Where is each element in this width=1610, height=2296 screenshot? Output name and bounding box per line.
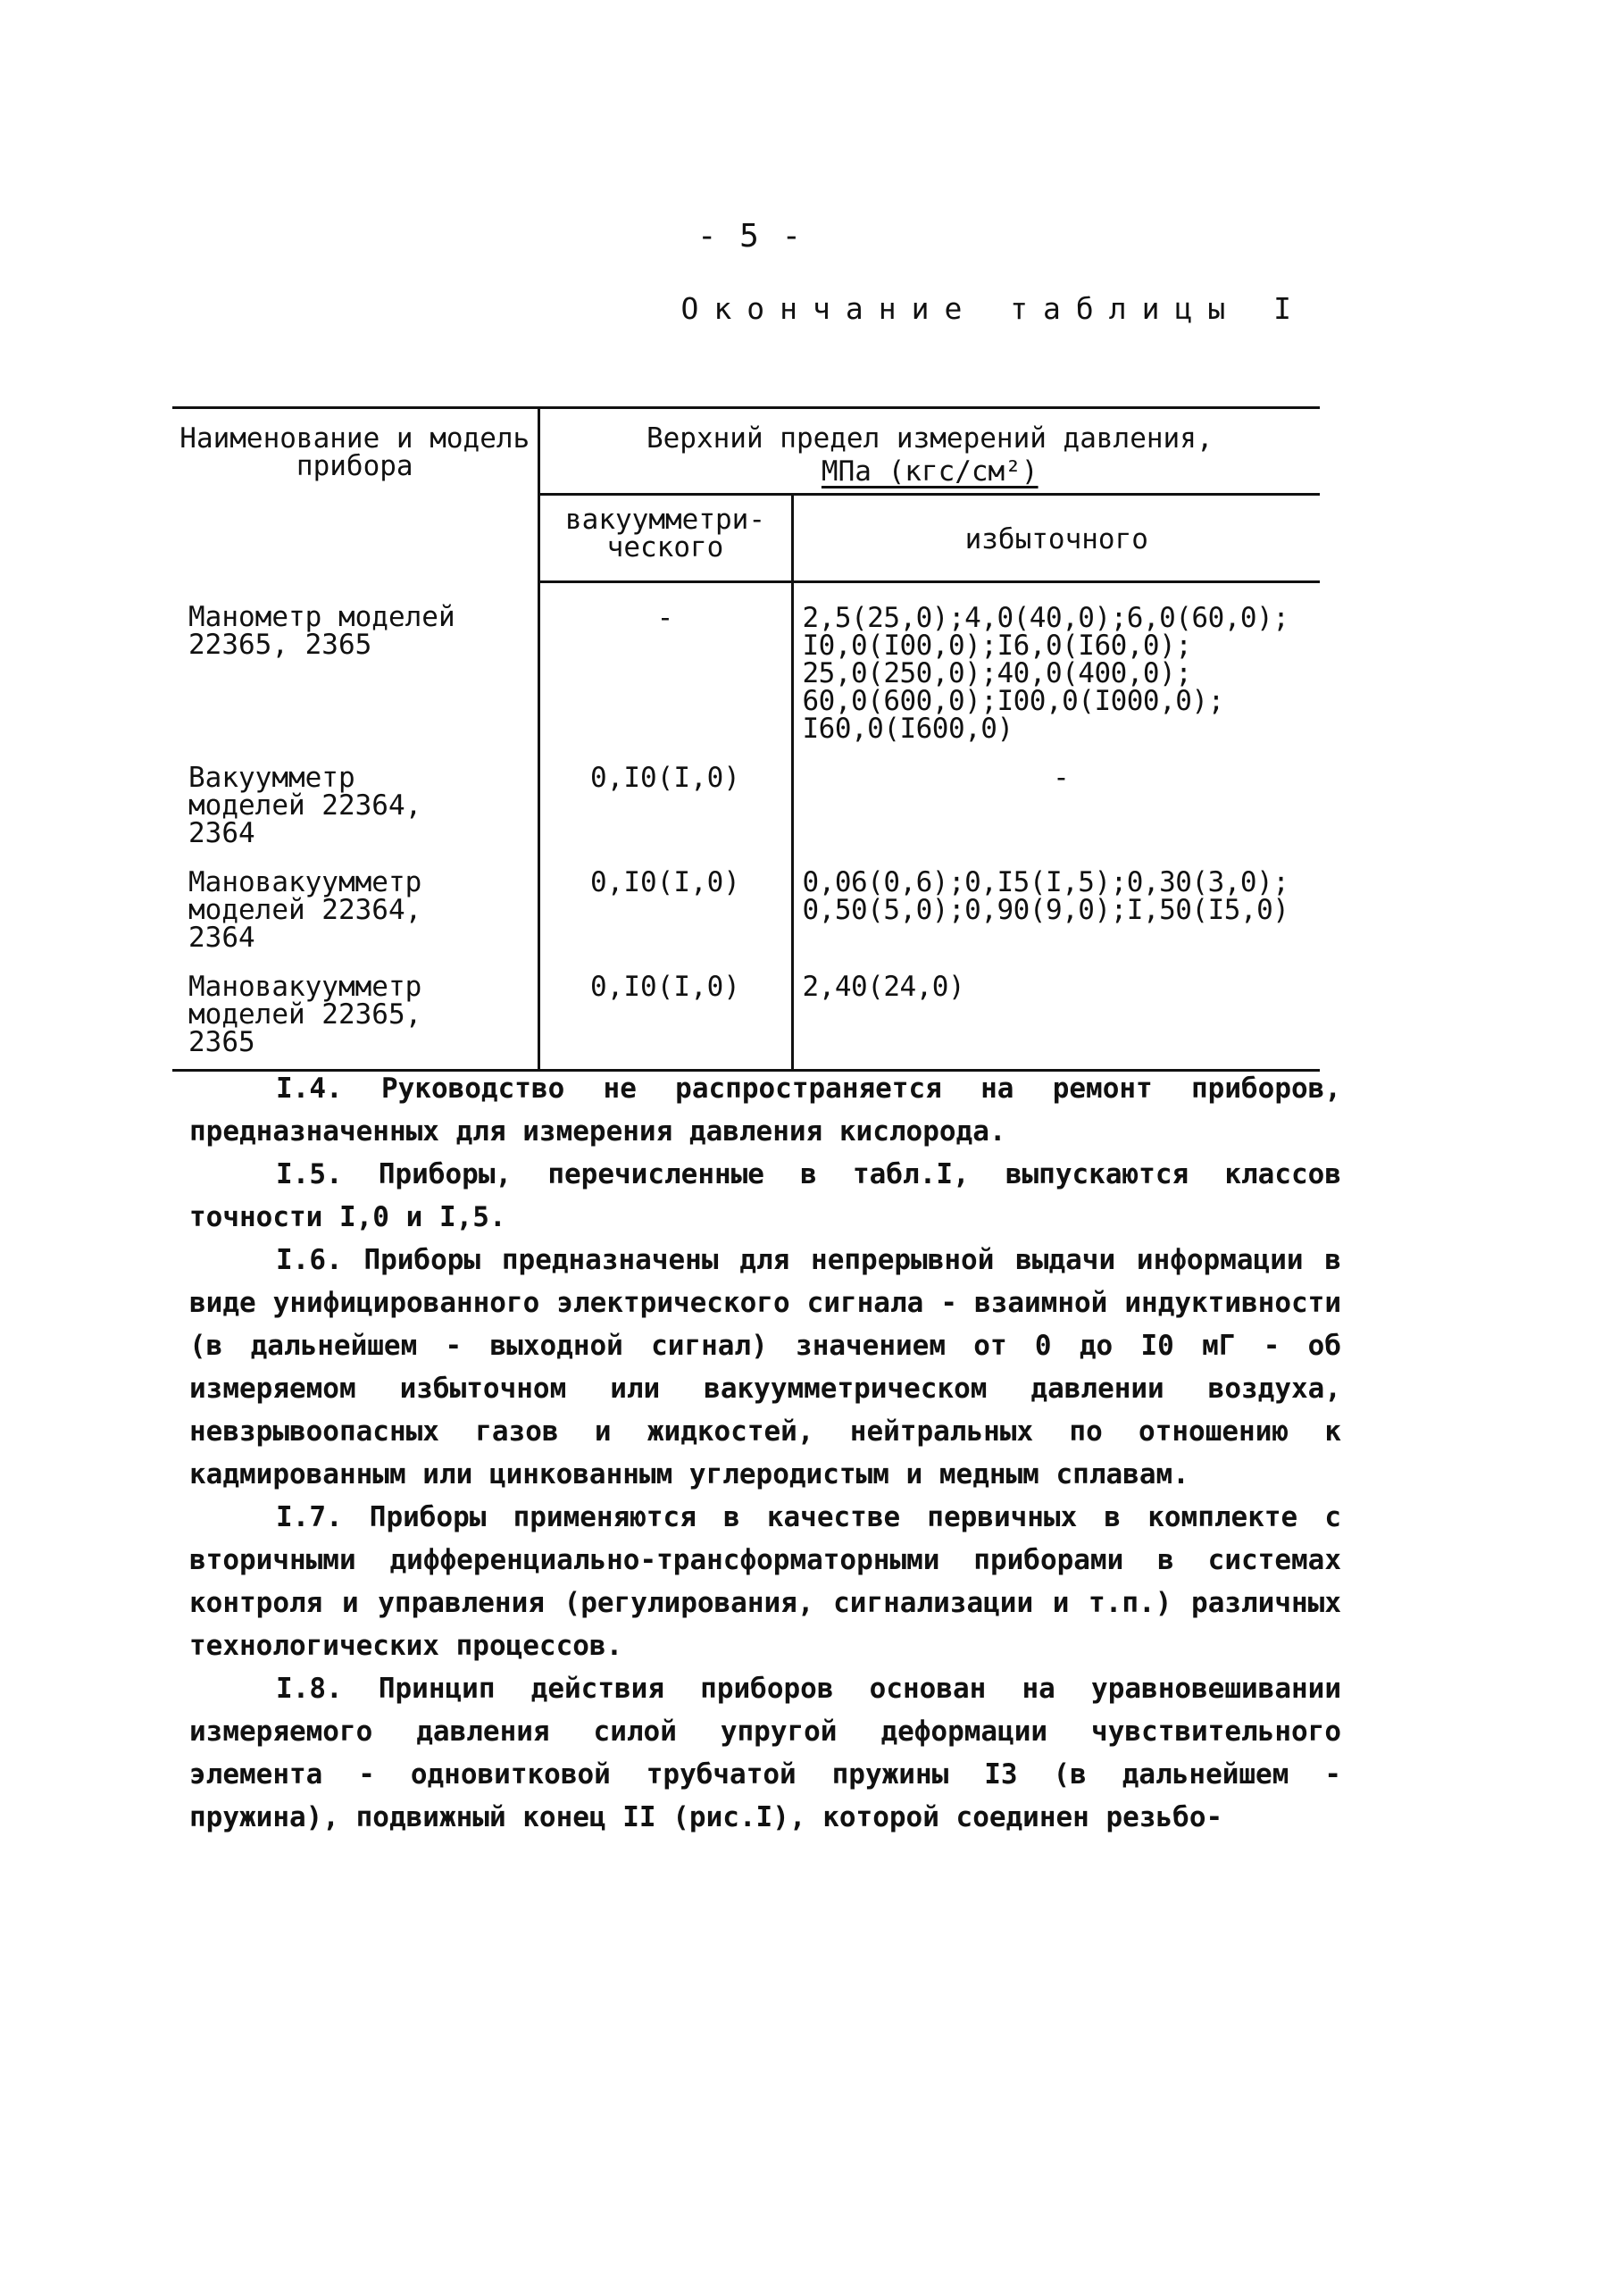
header-name-column: Наименование и модель прибора (172, 408, 538, 582)
cell-device-name: Вакуумметр моделей 22364, 2364 (188, 762, 422, 849)
cell-vacuum-limit: 0,I0(I,0) (538, 743, 792, 847)
cell-excess-limit: - (792, 743, 1320, 847)
pressure-limits-table (172, 406, 1320, 1072)
paragraph-1-4: I.4. Руководство не распространяется на ремонт приборов, предназначенных для измерения давления кислорода. (189, 1073, 1341, 1148)
cell-device-name: Манометр моделей 22365, 2365 (188, 600, 455, 661)
table-header-row (172, 408, 1320, 495)
cell-device-name: Мановакуумметр моделей 22365, 2365 (172, 952, 538, 1071)
cell-vacuum-limit: 0,I0(I,0) (538, 952, 792, 1071)
page-number: - 5 - (697, 218, 804, 255)
header-upper-limit-text: Верхний предел измерений давления, (646, 422, 1214, 455)
table-row (172, 952, 1320, 1071)
paragraph-1-7: I.7. Приборы применяются в качестве первичных в комплекте с вторичными дифференциально-трансформаторными приборами в системах контроля и управления (регулирования, сигнализации и т.п.) различных технологических процессов. (189, 1501, 1341, 1662)
header-upper-limit (538, 408, 1320, 495)
cell-excess-limit: 2,40(24,0) (792, 952, 1320, 1071)
body-text (189, 1067, 1341, 1839)
cell-excess-limit: 0,06(0,6);0,I5(I,5);0,30(3,0); 0,50(5,0);0,90(9,0);I,50(I5,0) (792, 847, 1320, 952)
table-row (172, 847, 1320, 952)
cell-vacuum-limit: - (538, 582, 792, 744)
header-vacuum-column: вакуумметри-ческого (538, 495, 792, 582)
cell-device-name: Мановакуумметр моделей 22364, 2364 (188, 866, 422, 954)
header-excess-column: избыточного (792, 495, 1320, 582)
table-row (172, 582, 1320, 744)
cell-excess-limit: 2,5(25,0);4,0(40,0);6,0(60,0); I0,0(I00,0);I6,0(I60,0); 25,0(250,0);40,0(400,0); 60,0(600,0);I00,0(I000,0); I60,0(I600,0) (792, 582, 1320, 744)
table-row (172, 743, 1320, 847)
table-caption: Окончание таблицы I (680, 291, 1306, 326)
paragraph-1-5: I.5. Приборы, перечисленные в табл.I, выпускаются классов точности I,0 и I,5. (189, 1158, 1341, 1233)
header-unit: МПа (кгс/см²) (821, 455, 1039, 488)
cell-vacuum-limit: 0,I0(I,0) (538, 847, 792, 952)
paragraph-1-6: I.6. Приборы предназначены для непрерывной выдачи информации в виде унифицированного электрического сигнала - взаимной индуктивности (в дальнейшем - выходной сигнал) значением от 0 до I0 мГ - об измеряемом избыточном или вакуумметрическом давлении воздуха, невзрывоопасных газов и жидкостей, нейтральных по отношению к кадмированным или цинкованным углеродистым и медным сплавам. (189, 1244, 1341, 1490)
paragraph-1-8: I.8. Принцип действия приборов основан на уравновешивании измеряемого давления силой упругой деформации чувствительного элемента - одновитковой трубчатой пружины I3 (в дальнейшем - пружина), подвижный конец II (рис.I), которой соединен резьбо- (189, 1673, 1341, 1833)
